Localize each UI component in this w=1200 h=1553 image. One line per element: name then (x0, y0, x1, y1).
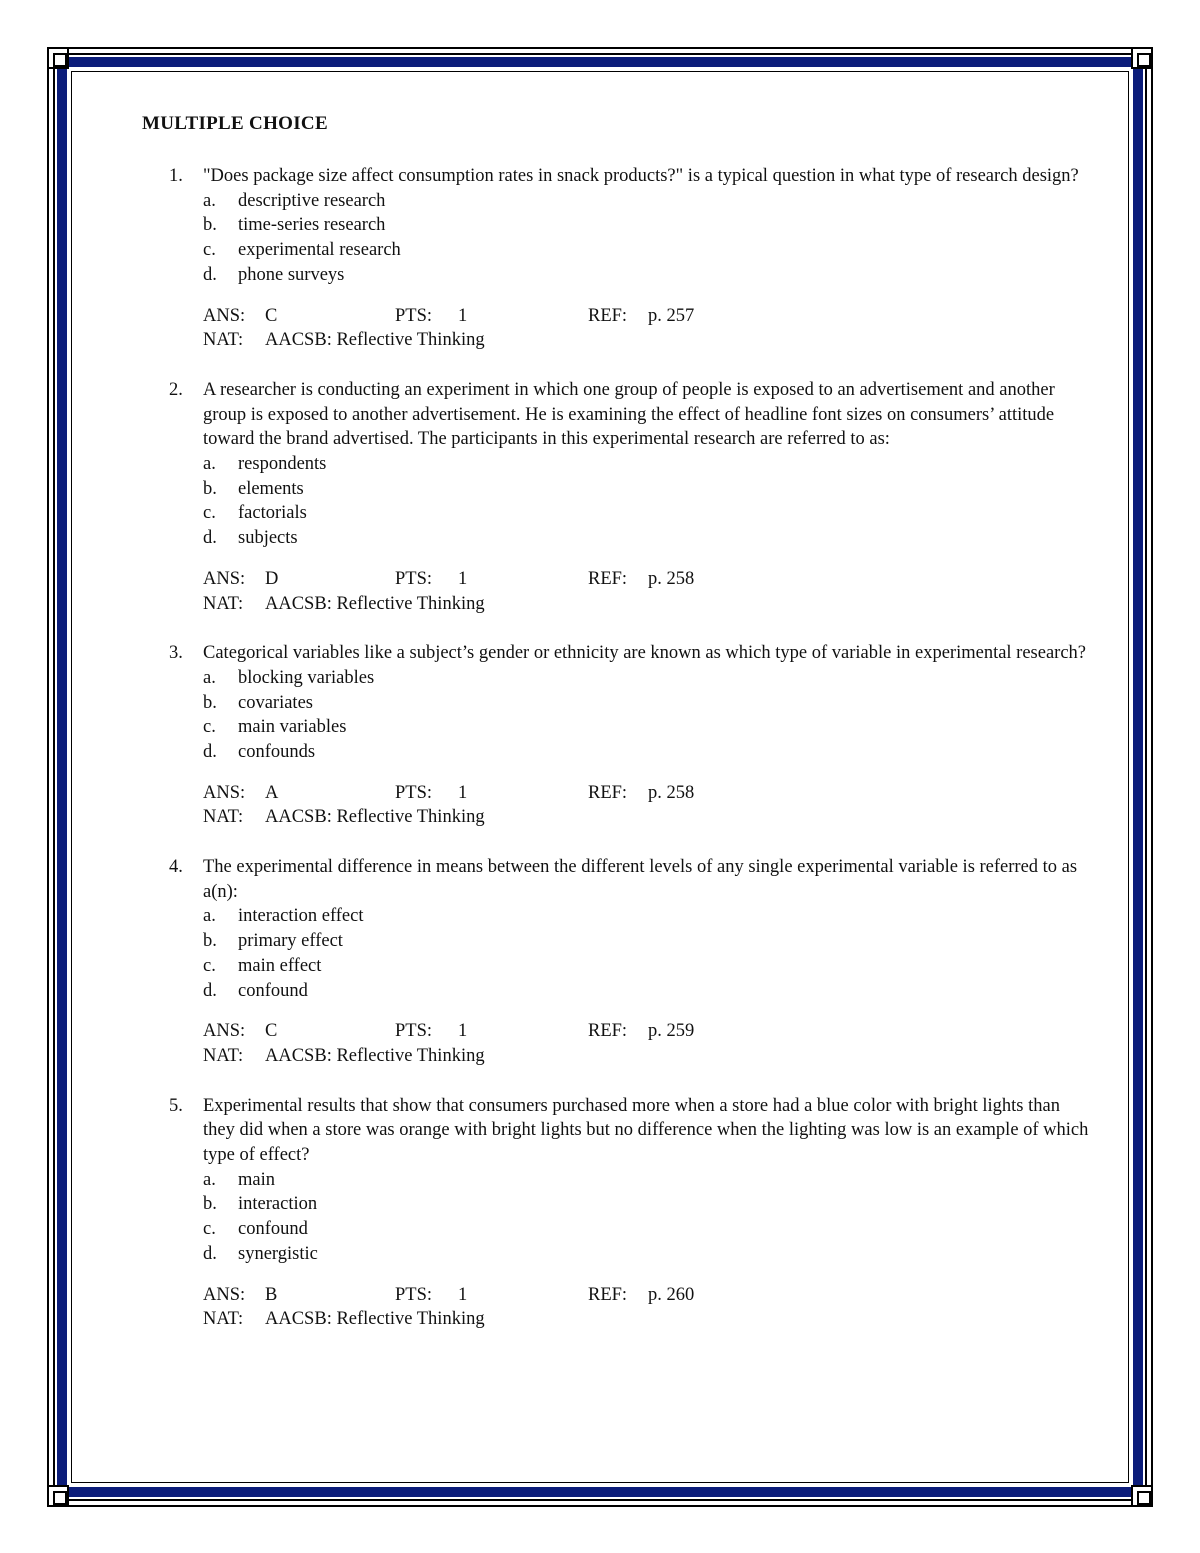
pts-value: 1 (458, 305, 468, 326)
choice-letter: b. (203, 215, 217, 236)
nat-row (203, 592, 1092, 617)
choice-text: main effect (238, 955, 322, 976)
choice-list (203, 189, 1092, 288)
ref-value: p. 260 (648, 1284, 695, 1305)
pts-value: 1 (458, 568, 468, 589)
pts-value: 1 (458, 1284, 468, 1305)
choice-item (203, 189, 1092, 214)
answer-row (203, 1019, 1092, 1044)
choice-list (203, 1168, 1092, 1267)
ref-value: p. 258 (648, 568, 695, 589)
nat-value: AACSB: Reflective Thinking (265, 807, 485, 828)
choice-text: descriptive research (238, 190, 386, 211)
choice-text: respondents (238, 454, 327, 474)
nat-row (203, 1307, 1092, 1332)
choice-text: time-series research (238, 215, 386, 236)
choice-letter: a. (203, 190, 216, 211)
choice-item (203, 238, 1092, 263)
question-text: Experimental results that show that consumers purchased more when a store had a blue color with bright lights than they did when a store was orange with bright lights but no difference when the lighting was low is an example of which type of effect? (203, 1095, 1089, 1166)
document-content (142, 112, 1092, 1357)
nat-label: NAT: (203, 807, 244, 828)
answer-row (203, 304, 1092, 329)
question (142, 378, 1092, 616)
choice-letter: a. (203, 1169, 216, 1190)
choice-list (203, 666, 1092, 765)
ans-label: ANS: (203, 568, 246, 589)
choice-letter: c. (203, 503, 216, 524)
choice-text: interaction effect (238, 906, 364, 927)
ans-label: ANS: (203, 782, 246, 803)
question (142, 855, 1092, 1069)
nat-value: AACSB: Reflective Thinking (265, 593, 485, 614)
choice-letter: d. (203, 528, 217, 549)
nat-row (203, 805, 1092, 830)
nat-row (203, 328, 1092, 353)
choice-letter: d. (203, 264, 217, 285)
choice-item (203, 1168, 1092, 1193)
ref-value: p. 258 (648, 782, 695, 803)
ans-value: D (265, 568, 279, 589)
choice-item (203, 904, 1092, 929)
choice-letter: c. (203, 240, 216, 261)
choice-letter: c. (203, 955, 216, 976)
pts-label: PTS: (395, 568, 433, 589)
choice-letter: d. (203, 1243, 217, 1264)
ans-value: B (265, 1284, 278, 1305)
choice-item (203, 1242, 1092, 1267)
ans-label: ANS: (203, 305, 246, 326)
ans-label: ANS: (203, 1021, 246, 1042)
ans-value: C (265, 1021, 278, 1042)
choice-text: interaction (238, 1194, 318, 1215)
choice-item (203, 501, 1092, 526)
nat-label: NAT: (203, 1045, 244, 1066)
answer-metadata (203, 304, 1092, 353)
choice-text: main (238, 1169, 275, 1190)
answer-row (203, 1283, 1092, 1308)
choice-list (203, 904, 1092, 1003)
choice-text: synergistic (238, 1243, 318, 1264)
question (142, 164, 1092, 353)
choice-letter: b. (203, 931, 217, 952)
pts-label: PTS: (395, 1284, 433, 1305)
choice-item (203, 477, 1092, 502)
choice-item (203, 715, 1092, 740)
frame-corner-bottom-right (1131, 1485, 1153, 1507)
choice-letter: b. (203, 478, 217, 499)
answer-row (203, 781, 1092, 806)
choice-item (203, 979, 1092, 1004)
question-number: 5. (169, 1095, 183, 1116)
ref-label: REF: (588, 1021, 628, 1042)
choice-text: covariates (238, 692, 313, 713)
choice-text: confound (238, 980, 308, 1001)
ref-label: REF: (588, 782, 628, 803)
choice-text: phone surveys (238, 264, 345, 285)
choice-item (203, 666, 1092, 691)
frame-corner-top-right (1131, 47, 1153, 69)
choice-letter: b. (203, 692, 217, 713)
choice-letter: a. (203, 667, 216, 688)
question-text: "Does package size affect consumption rates in snack products?" is a typical question in what type of research design? (203, 166, 1079, 186)
answer-metadata (203, 567, 1092, 616)
choice-text: blocking variables (238, 667, 375, 688)
choice-list (203, 452, 1092, 551)
answer-metadata (203, 1283, 1092, 1332)
ref-value: p. 259 (648, 1021, 695, 1042)
frame-corner-bottom-left (47, 1485, 69, 1507)
nat-label: NAT: (203, 1309, 244, 1330)
choice-item (203, 263, 1092, 288)
question-text: A researcher is conducting an experiment in which one group of people is exposed to an advertisement and another group is exposed to another advertisement. He is examining the effect of headline font sizes on consumers’ attitude toward the brand advertised. The participants in this experimental research are referred to as: (203, 379, 1055, 450)
pts-value: 1 (458, 1021, 468, 1042)
choice-letter: a. (203, 906, 216, 927)
choice-item (203, 1217, 1092, 1242)
choice-letter: a. (203, 454, 216, 474)
nat-value: AACSB: Reflective Thinking (265, 1045, 485, 1066)
ans-value: C (265, 305, 278, 326)
ref-label: REF: (588, 568, 628, 589)
choice-letter: c. (203, 717, 216, 738)
choice-item (203, 691, 1092, 716)
choice-letter: d. (203, 742, 217, 762)
choice-item (203, 1192, 1092, 1217)
frame-corner-top-left (47, 47, 69, 69)
choice-item (203, 740, 1092, 765)
choice-item (203, 526, 1092, 551)
nat-value: AACSB: Reflective Thinking (265, 1309, 485, 1330)
choice-text: main variables (238, 717, 347, 738)
ref-label: REF: (588, 305, 628, 326)
question-list (142, 164, 1092, 1332)
answer-row (203, 567, 1092, 592)
ans-label: ANS: (203, 1284, 246, 1305)
nat-value: AACSB: Reflective Thinking (265, 330, 485, 351)
nat-label: NAT: (203, 330, 244, 351)
pts-value: 1 (458, 782, 468, 803)
choice-item (203, 954, 1092, 979)
answer-metadata (203, 1019, 1092, 1068)
question-number: 4. (169, 857, 183, 878)
choice-text: confound (238, 1219, 308, 1240)
ref-value: p. 257 (648, 305, 695, 326)
nat-label: NAT: (203, 593, 244, 614)
question-text: The experimental difference in means between the different levels of any single experimental variable is referred to as a(n): (203, 857, 1078, 902)
section-title: MULTIPLE CHOICE (142, 113, 328, 134)
choice-text: subjects (238, 528, 298, 549)
choice-text: confounds (238, 742, 316, 762)
question-text: Categorical variables like a subject’s gender or ethnicity are known as which type of variable in experimental research? (203, 643, 1087, 664)
question-number: 1. (169, 166, 183, 186)
pts-label: PTS: (395, 782, 433, 803)
question (142, 1094, 1092, 1332)
choice-text: elements (238, 478, 304, 499)
nat-row (203, 1044, 1092, 1069)
pts-label: PTS: (395, 305, 433, 326)
choice-text: primary effect (238, 931, 343, 952)
choice-text: experimental research (238, 240, 401, 261)
question-number: 2. (169, 379, 183, 400)
choice-letter: c. (203, 1219, 216, 1240)
choice-item (203, 452, 1092, 477)
answer-metadata (203, 781, 1092, 830)
choice-letter: d. (203, 980, 217, 1001)
pts-label: PTS: (395, 1021, 433, 1042)
ref-label: REF: (588, 1284, 628, 1305)
question (142, 641, 1092, 830)
question-number: 3. (169, 643, 183, 664)
choice-item (203, 929, 1092, 954)
ans-value: A (265, 782, 279, 803)
choice-item (203, 213, 1092, 238)
choice-letter: b. (203, 1194, 217, 1215)
choice-text: factorials (238, 503, 307, 524)
